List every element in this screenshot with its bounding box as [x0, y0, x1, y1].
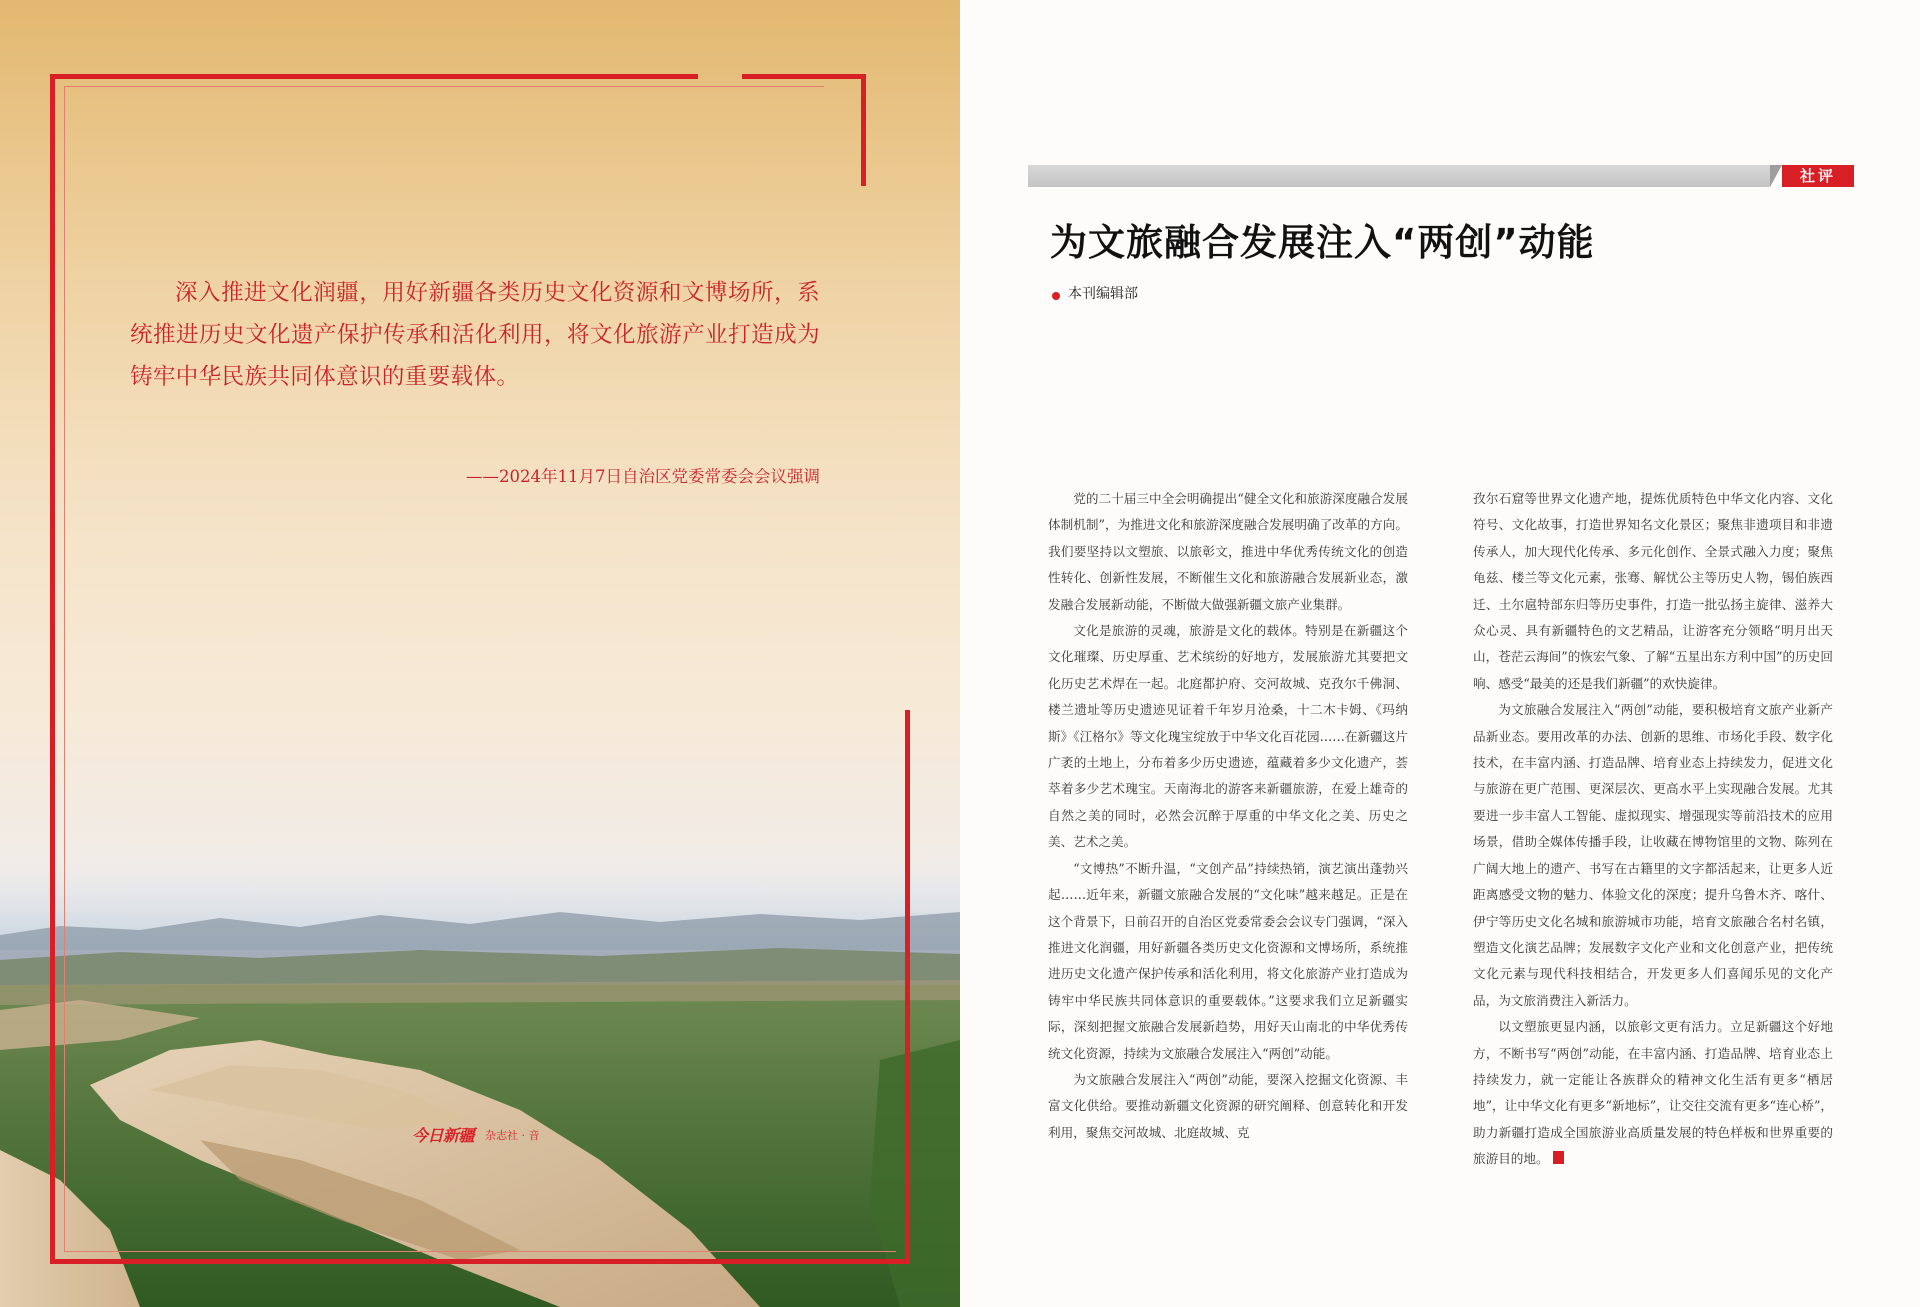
paragraph: 孜尔石窟等世界文化遗产地，提炼优质特色中华文化内容、文化符号、文化故事，打造世界知名文化景区；聚焦非遗项目和非遗传承人，加大现代化传承、多元化创作、全景式融入力度；聚焦龟兹、楼兰等文化元素，张骞、解忧公主等历史人物，锡伯族西迁、土尔扈特部东归等历史事件，打造一批弘扬主旋律、滋养大众心灵、具有新疆特色的文艺精品，让游客充分领略“明月出天山，苍茫云海间”的恢宏气象、了解“五星出东方利中国”的历史回响、感受“最美的还是我们新疆”的欢快旋律。 [1473, 491, 1833, 691]
header-bar-fold [1770, 165, 1782, 187]
paragraph: “文博热”不断升温，“文创产品”持续热销，演艺演出蓬勃兴起……近年来，新疆文旅融合发展的“文化味”越来越足。正是在这个背景下，日前召开的自治区党委常委会会议专门强调，“深入推进文化润疆，用好新疆各类历史文化资源和文博场所，系统推进历史文化遗产保护传承和活化利用，将文化旅游产业打造成为铸牢中华民族共同体意识的重要载体。”这要求我们立足新疆实际，深刻把握文旅融合发展新趋势，用好天山南北的中华优秀传统文化资源，持续为文旅融合发展注入“两创”动能。 [1048, 860, 1408, 1061]
pull-quote: 深入推进文化润疆，用好新疆各类历史文化资源和文博场所，系统推进历史文化遗产保护传承和活化利用，将文化旅游产业打造成为铸牢中华民族共同体意识的重要载体。 [130, 280, 820, 390]
right-page [960, 0, 1920, 1307]
frame-inner-line-top [64, 86, 824, 87]
paragraph-last [1473, 1014, 1833, 1172]
frame-top-left-h [50, 74, 698, 79]
paragraph: 党的二十届三中全会明确提出“健全文化和旅游深度融合发展体制机制”，为推进文化和旅游深度融合发展明确了改革的方向。我们要坚持以文塑旅、以旅彰文，推进中华优秀传统文化的创造性转化、创新性发展，不断催生文化和旅游融合发展新业态，激发融合发展新动能，不断做大做强新疆文旅产业集群。 [1048, 491, 1408, 612]
paragraph-text: 以文塑旅更显内涵，以旅彰文更有活力。立足新疆这个好地方，不断书写“两创”动能，在丰富内涵、打造品牌、培育业态上持续发力，就一定能让各族群众的精神文化生活有更多“栖居地”，让中华文化有更多“新地标”，让交往交流有更多“连心桥”，助力新疆打造成全国旅游业高质量发展的特色样板和世界重要的旅游目的地。 [1473, 1019, 1833, 1167]
frame-left-v [50, 74, 55, 1264]
end-mark-icon [1553, 1151, 1564, 1164]
photo-credit-logo: 今日新疆 [412, 1126, 475, 1145]
header-bar [1028, 165, 1770, 187]
photo-credit-text: 杂志社 · 音 [485, 1129, 540, 1142]
frame-top-right-v [861, 74, 866, 186]
paragraph: 为文旅融合发展注入“两创”动能，要积极培育文旅产业新产品新业态。要用改革的办法、创新的思维、市场化手段、数字化技术，在丰富内涵、打造品牌、培育业态上持续发力，促进文化与旅游在更广范围、更深层次、更高水平上实现融合发展。尤其要进一步丰富人工智能、虚拟现实、增强现实等前沿技术的应用场景，借助全媒体传播手段，让收藏在博物馆里的文物、陈列在广阔大地上的遗产、书写在古籍里的文字都活起来，让更多人近距离感受文物的魅力、体验文化的深度；提升乌鲁木齐、喀什、伊宁等历史文化名城和旅游城市功能，培育文旅融合名村名镇，塑造文化演艺品牌；发展数字文化产业和文化创意产业，把传统文化元素与现代科技相结合，开发更多人们喜闻乐见的文化产品，为文旅消费注入新活力。 [1473, 702, 1833, 1008]
article-column-1 [1048, 486, 1408, 1146]
article-author: 本刊编辑部 [1068, 286, 1138, 302]
quote-source: ——2024年11月7日自治区党委常委会会议强调 [466, 467, 820, 486]
article-column-2 [1473, 486, 1833, 1173]
frame-inner-line-left [64, 86, 65, 1252]
frame-bottom-right-v [905, 710, 910, 1264]
paragraph: 为文旅融合发展注入“两创”动能，要深入挖掘文化资源、丰富文化供给。要推动新疆文化资源的研究阐释、创意转化和开发利用，聚焦交河故城、北庭故城、克 [1048, 1071, 1408, 1140]
paragraph: 文化是旅游的灵魂，旅游是文化的载体。特别是在新疆这个文化璀璨、历史厚重、艺术缤纷的好地方，发展旅游尤其要把文化历史艺术焊在一起。北庭都护府、交河故城、克孜尔千佛洞、楼兰遗址等历史遗迹见证着千年岁月沧桑，十二木卡姆、《玛纳斯》《江格尔》等文化瑰宝绽放于中华文化百花园……在新疆这片广袤的土地上，分布着多少历史遗迹，蕴藏着多少文化遗产，荟萃着多少艺术瑰宝。天南海北的游客来新疆旅游，在爱上雄奇的自然之美的同时，必然会沉醉于厚重的中华文化之美、历史之美、艺术之美。 [1048, 623, 1408, 850]
frame-top-right-h [742, 74, 866, 79]
author-bullet-icon [1052, 292, 1060, 300]
frame-bottom-h [50, 1259, 910, 1264]
article-title: 为文旅融合发展注入“两创”动能 [1050, 221, 1595, 264]
column-tag: 社评 [1782, 165, 1854, 187]
frame-inner-line-bottom [64, 1251, 896, 1252]
